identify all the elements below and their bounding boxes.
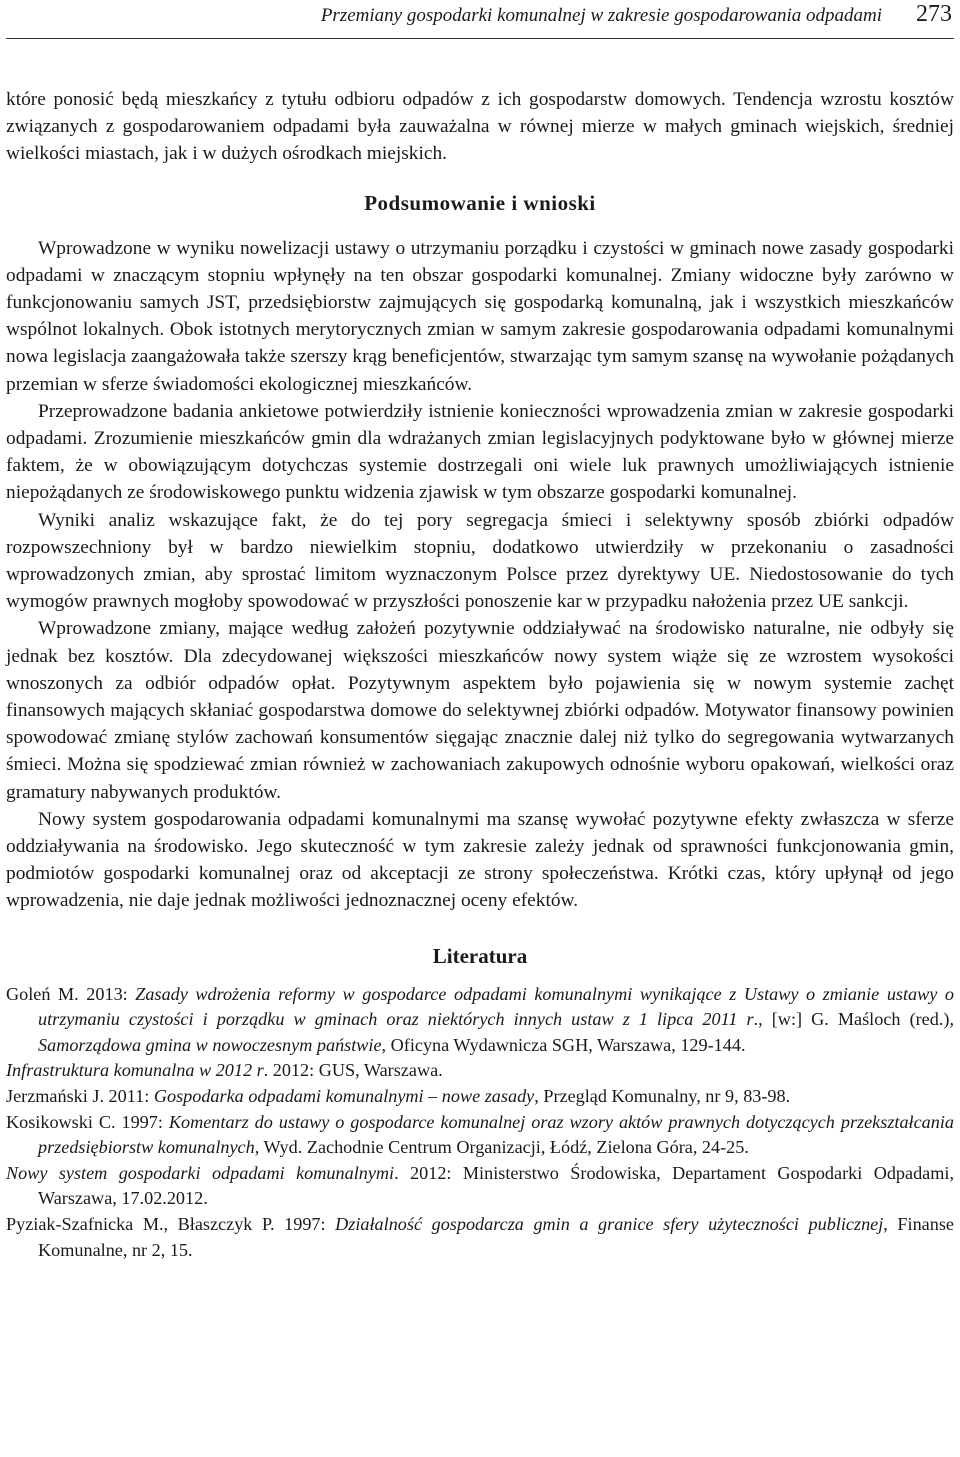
section-heading: Podsumowanie i wnioski: [364, 190, 596, 215]
ref-title-secondary: Samorządowa gmina w nowoczesnym państwie: [38, 1034, 382, 1055]
reference-item: [6, 1212, 954, 1263]
summary-paragraph: Wprowadzone w wyniku nowelizacji ustawy o utrzymaniu porządku i czystości w gminach nowe zasady gospodarki odpadami w znaczącym stopniu wpłynęły na ten obszar gospodarki komunalnej. Zmiany widoczne były zarówno w funkcjonowaniu samych JST, przedsiębiorstw zajmujących się gospodarką komunalną, jak i wszystkich mieszkańców wspólnot lokalnych. Obok istotnych merytorycznych zmian w samym zakresie gospodarowania odpadami komunalnymi nowa legislacja zaangażowała także szerszy krąg beneficjentów, stwarzając tym samym szansę na wywołanie pożądanych przemian w sferze świadomości ekologicznej mieszkańców.: [6, 237, 954, 395]
literature-heading: Literatura: [432, 943, 528, 968]
ref-details: . 2012: Ministerstwo Środowiska, Departament Gospodarki Odpadami, Warszawa, 17.02.2012.: [38, 1162, 954, 1209]
ref-details: , Wyd. Zachodnie Centrum Organizacji, Łódź, Zielona Góra, 24-25.: [254, 1137, 749, 1158]
reference-item: [6, 982, 954, 1059]
ref-publisher: , Oficyna Wydawnicza SGH, Warszawa, 129-144.: [381, 1034, 746, 1055]
ref-details: , Przegląd Komunalny, nr 9, 83-98.: [534, 1086, 791, 1107]
summary-paragraph: Przeprowadzone badania ankietowe potwierdziły istnienie konieczności wprowadzenia zmian w zakresie gospodarki odpadami. Zrozumienie mieszkańców gmin dla wdrażanych zmian legislacyjnych podyktowane było w głównej mierze faktem, że w obowiązującym dotychczas systemie dostrzegali oni wiele luk prawnych umożliwiających istnienie niepożądanych ze środowiskowego punktu widzenia zjawisk w tym obszarze gospodarki komunalnej.: [6, 400, 954, 504]
running-header: [6, 0, 954, 39]
page-number: 273: [916, 1, 952, 27]
ref-author: Pyziak-Szafnicka M., Błaszczyk P. 1997:: [6, 1214, 336, 1235]
reference-item: [6, 1058, 954, 1084]
ref-title: Gospodarka odpadami komunalnymi – nowe zasady: [153, 1086, 535, 1107]
summary-paragraph: Nowy system gospodarowania odpadami komunalnymi ma szansę wywołać pozytywne efekty zwłaszcza w sferze oddziaływania na środowisko. Jego skuteczność w tym zakresie zależy jednak od sprawności funkcjonowania gmin, podmiotów gospodarki komunalnej oraz od akceptacji ze strony społeczeństwa. Krótki czas, który upłynął od jego wprowadzenia, nie daje jednak możliwości jednoznacznej oceny efektów.: [6, 808, 954, 912]
reference-item: [6, 1084, 954, 1110]
reference-list: [6, 982, 954, 1264]
ref-author: Goleń M. 2013:: [6, 983, 136, 1004]
ref-details: ., [w:] G. Maśloch (red.),: [753, 1009, 954, 1030]
ref-details: . 2012: GUS, Warszawa.: [263, 1060, 443, 1081]
reference-item: [6, 1161, 954, 1212]
ref-author: Kosikowski C. 1997:: [6, 1111, 169, 1132]
running-title: Przemiany gospodarki komunalnej w zakresie gospodarowania odpadami: [320, 5, 882, 26]
ref-details: , Finanse Komunalne, nr 2, 15.: [38, 1214, 954, 1260]
body-text: [6, 86, 954, 1263]
reference-item: [6, 1110, 954, 1161]
ref-author: Jerzmański J. 2011:: [6, 1086, 154, 1107]
ref-title: Infrastruktura komunalna w 2012 r: [6, 1060, 264, 1081]
summary-paragraph: Wyniki analiz wskazujące fakt, że do tej pory segregacja śmieci i selektywny sposób zbiórki odpadów rozpowszechniony był w bardzo niewielkim stopniu, dodatkowo utwierdziły w przekonaniu o zasadności wprowadzonych zmian, aby sprostać limitom wyznaczonym Polsce przez dyrektywy UE. Niedostosowanie do tych wymogów prawnych mogłoby spowodować w przyszłości ponoszenie kar w przypadku nałożenia przez UE sankcji.: [6, 509, 954, 613]
ref-title: Nowy system gospodarki odpadami komunalnymi: [6, 1162, 395, 1183]
ref-title: Zasady wdrożenia reformy w gospodarce odpadami komunalnymi wynikające z Ustawy o zmianie ustawy o utrzymaniu czystości i porządku w gminach oraz niektórych innych ustaw z 1 lipca 2011 r: [38, 983, 954, 1030]
ref-title: Działalność gospodarcza gmin a granice sfery użyteczności publicznej: [335, 1214, 884, 1235]
ref-title: Komentarz do ustawy o gospodarce komunalnej oraz wzory aktów prawnych dotyczących przekształcania przedsiębiorstw komunalnych: [38, 1111, 955, 1158]
intro-paragraph: które ponosić będą mieszkańcy z tytułu odbioru odpadów z ich gospodarstw domowych. Tendencja wzrostu kosztów związanych z gospodarowaniem odpadami była zauważalna w równej mierze w małych gminach wiejskich, średniej wielkości miastach, jak i w dużych ośrodkach miejskich.: [6, 89, 954, 165]
summary-paragraph: Wprowadzone zmiany, mające według założeń pozytywnie oddziaływać na środowisko naturalne, nie odbyły się jednak bez kosztów. Dla zdecydowanej większości mieszkańców nowy system wiąże się ze wzrostem wysokości wnoszonych za odbiór odpadów opłat. Pozytywnym aspektem było pojawienia się w nowym systemie zachęt finansowych mających skłaniać gospodarstwa domowe do selektywnej zbiórki odpadów. Motywator finansowy powinien spowodować zmianę stylów zachowań konsumentów sięgając znacznie dalej niż tylko do segregowania wytwarzanych śmieci. Można się spodziewać zmian również w zachowaniach zakupowych odnośnie wyboru opakowań, wielkości oraz gramatury nabywanych produktów.: [6, 618, 954, 803]
